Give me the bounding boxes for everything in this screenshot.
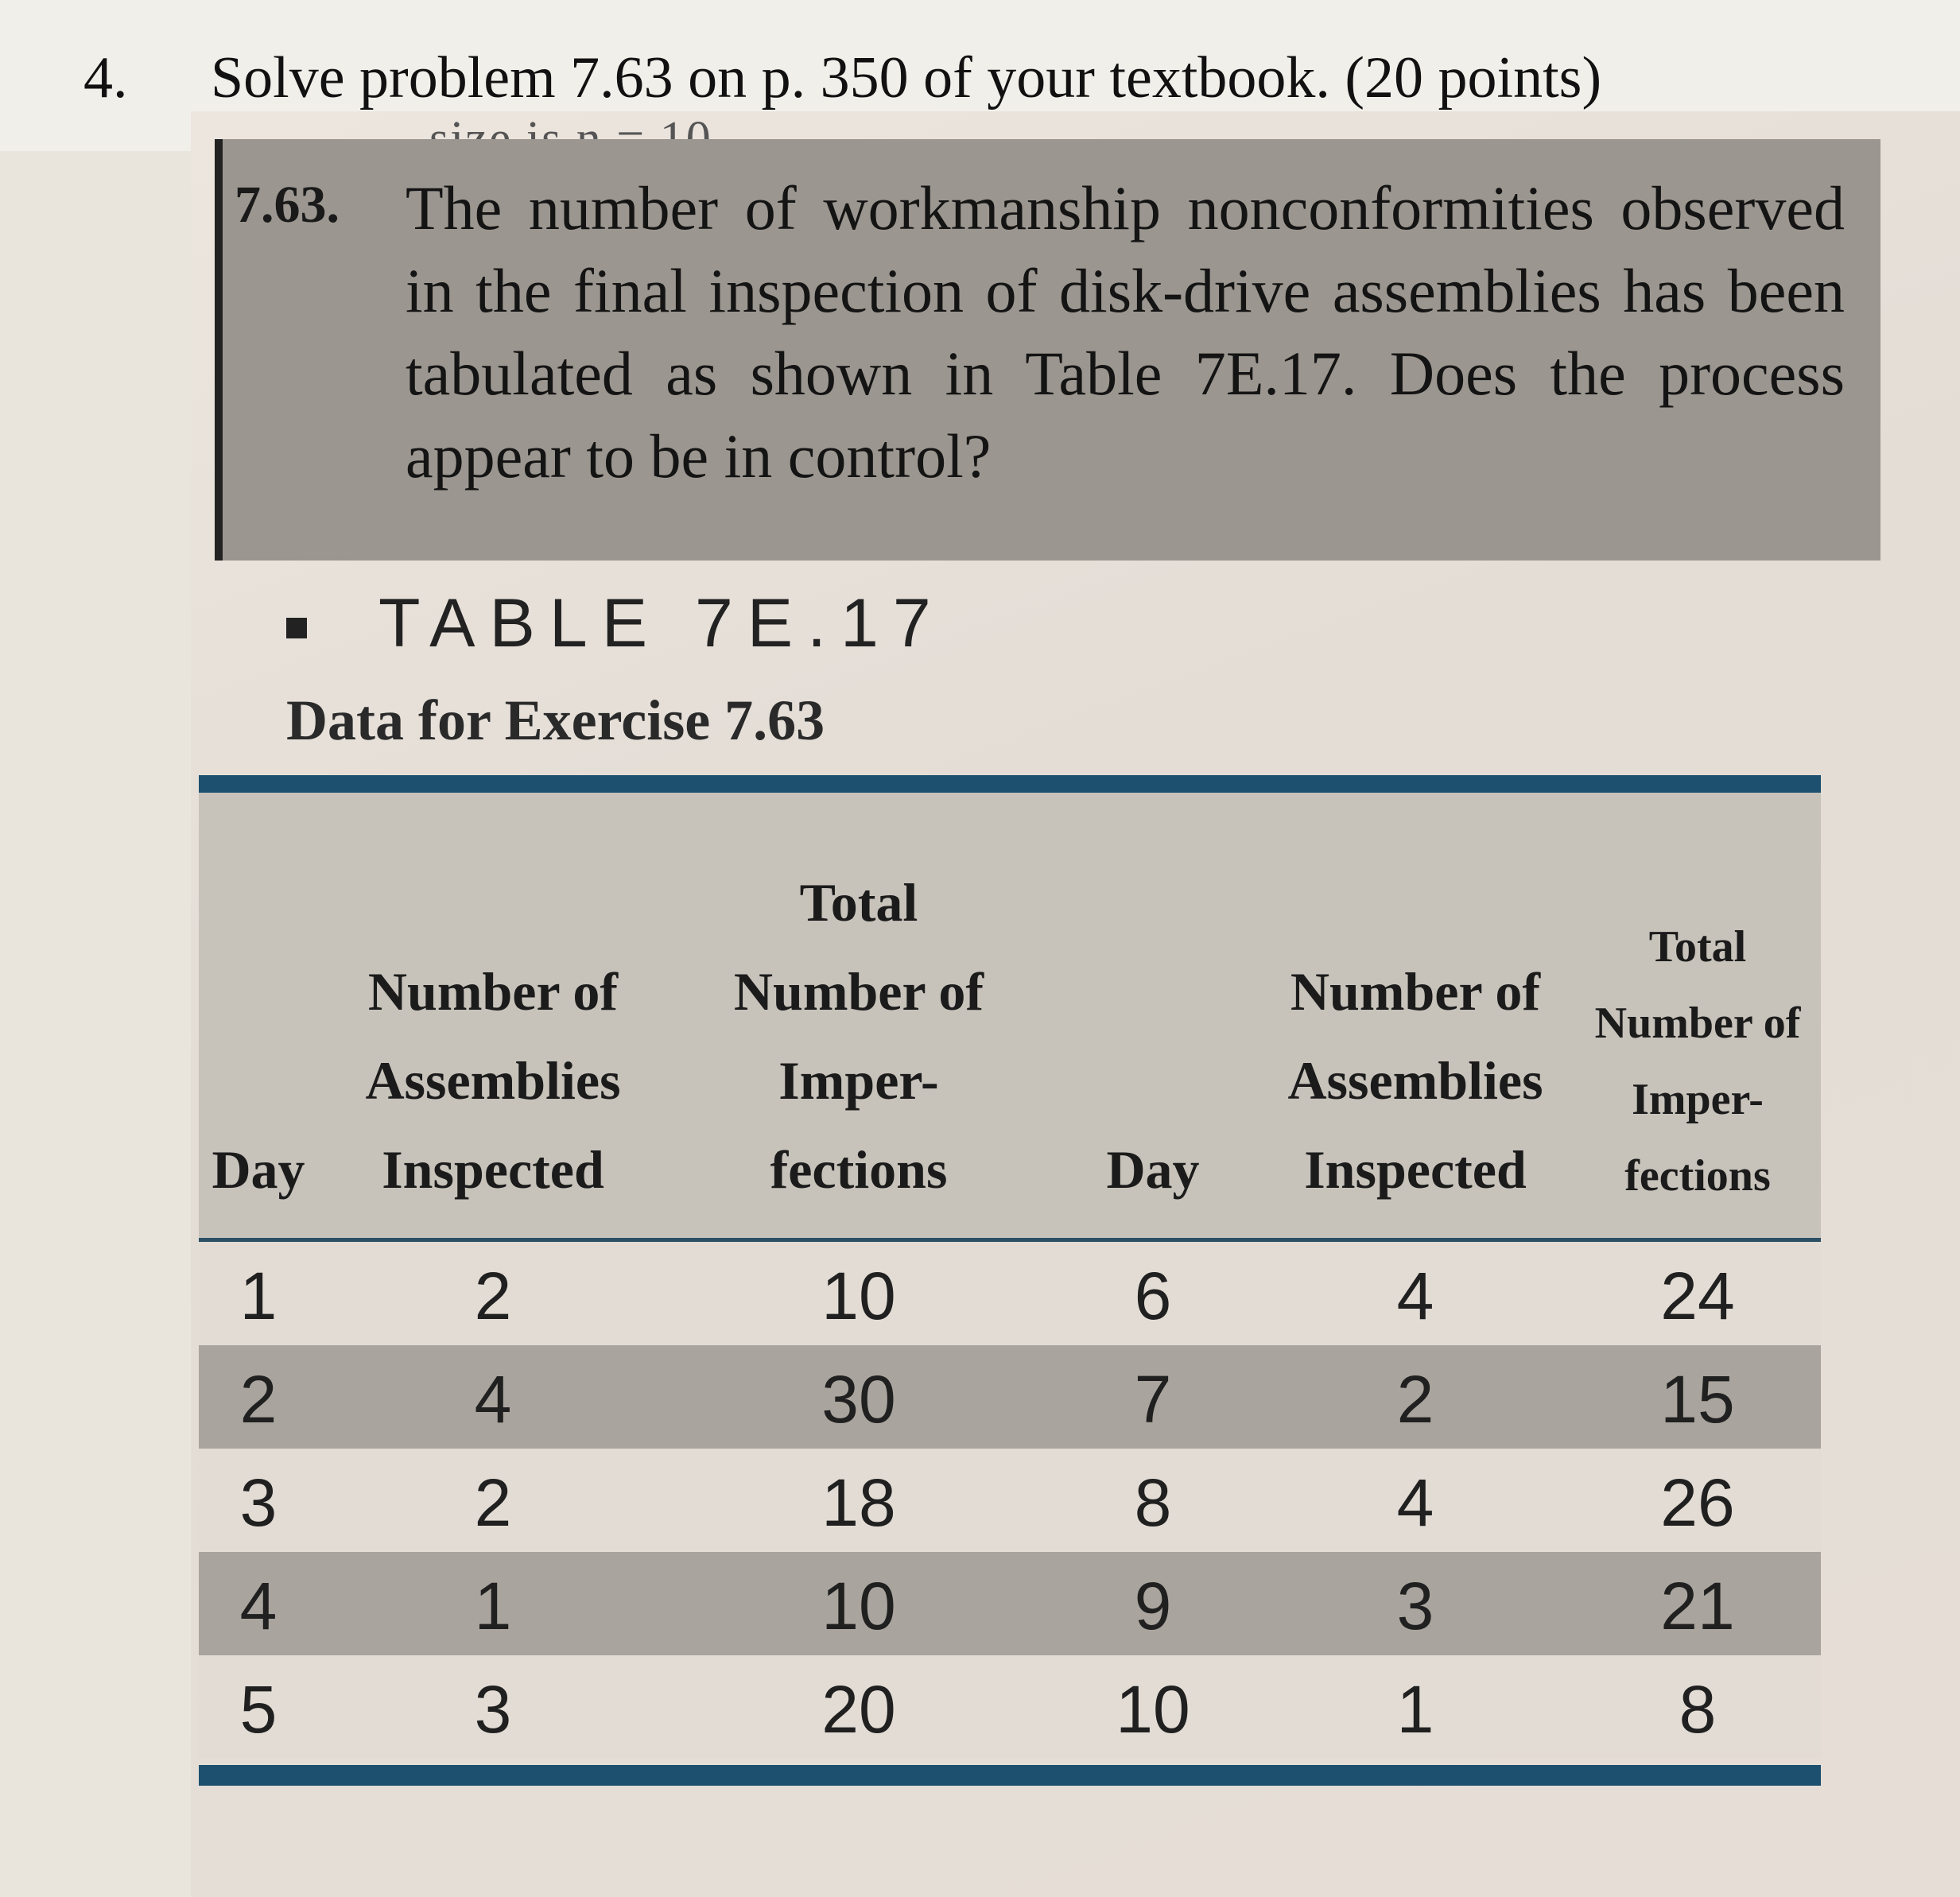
- header-assemblies-b: [1256, 947, 1574, 1214]
- problem-text: The number of workmanship nonconformities observed in the final inspection of disk-drive assemblies has been tabulated as shown in Table 7E.17. Does the process appear to be in control?: [406, 173, 1845, 491]
- bullet-square-icon: [286, 618, 307, 638]
- problem-number: 7.63.: [235, 176, 340, 234]
- cell-day-a: 3: [239, 1465, 278, 1540]
- table-header: [199, 793, 1821, 1242]
- cell-inspected-b: 4: [1396, 1259, 1434, 1333]
- table-bottom-rule: [199, 1765, 1821, 1786]
- header-day-a: Day: [212, 1139, 305, 1200]
- table-row: [199, 1655, 1821, 1759]
- header-line: Total: [799, 872, 918, 933]
- header-line: Inspected: [382, 1139, 604, 1200]
- header-imperfections-a: [692, 858, 1026, 1214]
- cell-inspected-a: 2: [474, 1465, 512, 1540]
- cell-inspected-b: 4: [1396, 1465, 1434, 1540]
- header-imperfections-b: [1582, 909, 1813, 1214]
- header-line: Total: [1648, 922, 1747, 972]
- table-row: [199, 1242, 1821, 1345]
- header-line: Imper-: [1632, 1075, 1764, 1124]
- header-line: Number of: [1290, 961, 1541, 1022]
- cell-imperfections-a: 30: [821, 1362, 896, 1437]
- cell-day-b: 9: [1134, 1569, 1172, 1643]
- cell-inspected-b: 1: [1396, 1672, 1434, 1747]
- cell-day-a: 2: [239, 1362, 278, 1437]
- assignment-text: Solve problem 7.63 on p. 350 of your textbook. (20 points): [211, 45, 1602, 111]
- table-label: [286, 584, 945, 663]
- cell-day-a: 5: [239, 1672, 278, 1747]
- cell-day-b: 8: [1134, 1465, 1172, 1540]
- header-line: Inspected: [1304, 1139, 1527, 1200]
- cell-day-b: 10: [1116, 1672, 1190, 1747]
- header-day-b: Day: [1106, 1139, 1200, 1200]
- header-line: Imper-: [778, 1050, 939, 1111]
- cell-day-a: 1: [239, 1259, 278, 1333]
- cell-day-a: 4: [239, 1569, 278, 1643]
- header-line: Assemblies: [1287, 1050, 1543, 1111]
- assignment-line: [83, 46, 1601, 111]
- header-assemblies-a: [334, 947, 652, 1214]
- table-caption: Data for Exercise 7.63: [286, 689, 825, 752]
- cell-imperfections-a: 10: [821, 1569, 896, 1643]
- header-line: Assemblies: [365, 1050, 621, 1111]
- header-line: Number of: [733, 961, 984, 1022]
- cell-imperfections-b: 21: [1660, 1569, 1735, 1643]
- cell-imperfections-b: 8: [1679, 1672, 1717, 1747]
- table-row: [199, 1552, 1821, 1655]
- cell-imperfections-b: 15: [1660, 1362, 1735, 1437]
- cell-day-b: 6: [1134, 1259, 1172, 1333]
- cell-imperfections-a: 18: [821, 1465, 896, 1540]
- cell-inspected-b: 3: [1396, 1569, 1434, 1643]
- cell-imperfections-a: 10: [821, 1259, 896, 1333]
- header-line: fections: [770, 1139, 948, 1200]
- header-line: Number of: [367, 961, 619, 1022]
- header-line: fections: [1624, 1151, 1771, 1201]
- cell-imperfections-b: 24: [1660, 1259, 1735, 1333]
- cell-inspected-a: 2: [474, 1259, 512, 1333]
- cell-inspected-a: 3: [474, 1672, 512, 1747]
- table-row: [199, 1345, 1821, 1449]
- cell-inspected-b: 2: [1396, 1362, 1434, 1437]
- table-row: [199, 1449, 1821, 1552]
- cell-inspected-a: 4: [474, 1362, 512, 1437]
- cell-imperfections-b: 26: [1660, 1465, 1735, 1540]
- data-table: [199, 775, 1821, 1786]
- assignment-number: 4.: [83, 45, 128, 111]
- cell-inspected-a: 1: [474, 1569, 512, 1643]
- cell-day-b: 7: [1134, 1362, 1172, 1437]
- table-top-rule: [199, 775, 1821, 793]
- table-label-text: TABLE 7E.17: [378, 585, 945, 661]
- cell-imperfections-a: 20: [821, 1672, 896, 1747]
- header-line: Number of: [1594, 999, 1801, 1048]
